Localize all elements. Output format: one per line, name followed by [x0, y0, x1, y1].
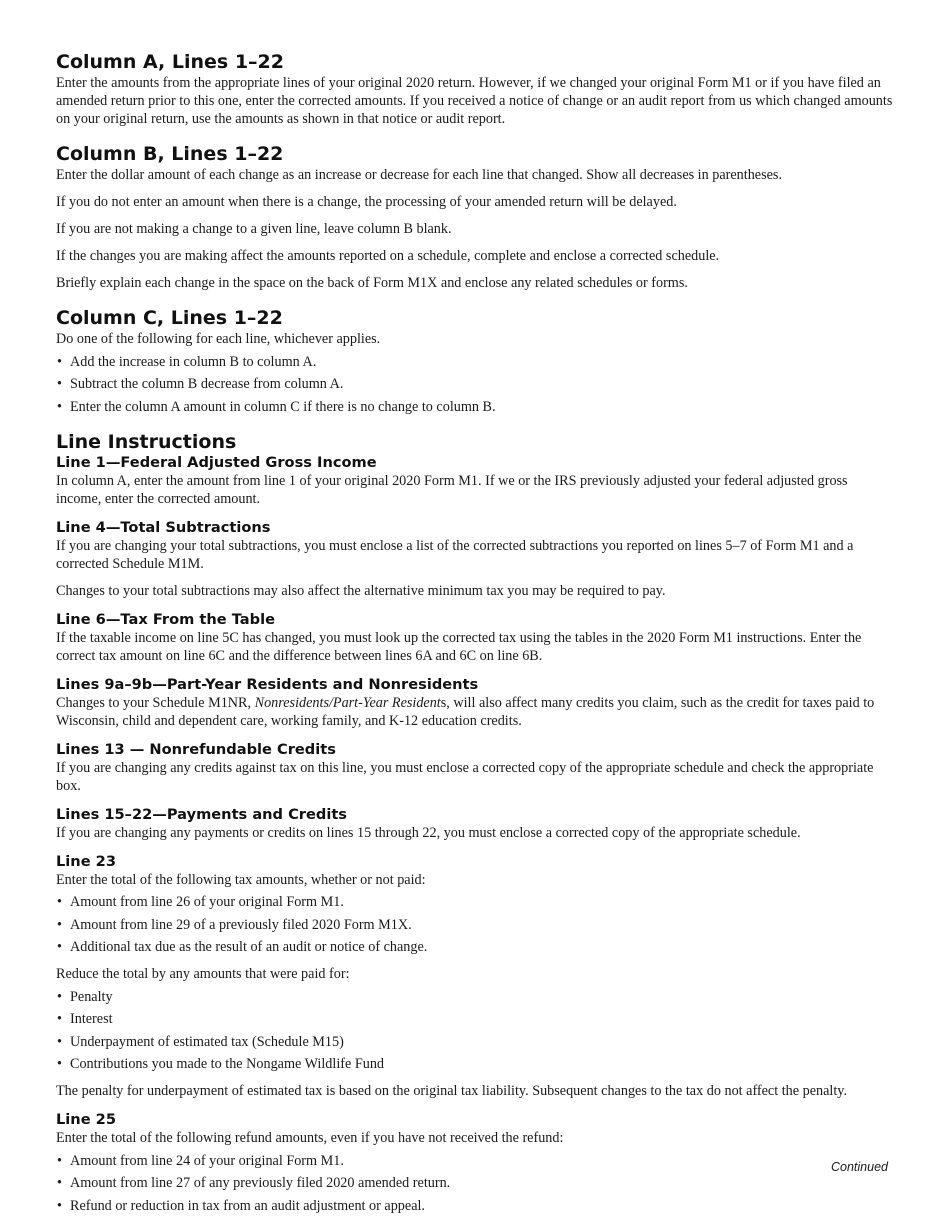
column-b-text-1: Enter the dollar amount of each change as an increase or decrease for each line that changed. Show all decreases in parentheses. [56, 167, 782, 183]
column-c-text: Do one of the following for each line, whichever applies. [56, 331, 381, 347]
line-13-text: If you are changing any credits against tax on this line, you must enclose a corrected copy of the appropriate schedule and check the appropriate box. [56, 759, 874, 794]
column-c-list [56, 353, 896, 416]
line-9-heading: Lines 9a–9b—Part-Year Residents and Nonresidents [56, 675, 479, 693]
column-b-text-4: If the changes you are making affect the amounts reported on a schedule, complete and enclose a corrected schedule. [56, 248, 720, 264]
line-15-heading: Lines 15–22—Payments and Credits [56, 805, 347, 823]
list-item: • Contributions you made to the Nongame Wildlife Fund [56, 1055, 896, 1073]
line-1-text: In column A, enter the amount from line 1 of your original 2020 Form M1. If we or the IRS previously adjusted your federal adjusted gross income, enter the corrected amount. [56, 472, 848, 507]
line-instructions-heading: Line Instructions [56, 430, 237, 453]
column-b-heading: Column B, Lines 1–22 [56, 143, 284, 165]
list-item: • Amount from line 29 of a previously filed 2020 Form M1X. [56, 916, 896, 934]
line-9-text-start: Changes to your Schedule M1NR, [56, 694, 255, 711]
column-b-text-3: If you are not making a change to a given line, leave column B blank. [56, 221, 452, 237]
line-9-text [56, 694, 896, 730]
line-23-text-2: Reduce the total by any amounts that were paid for: [56, 966, 350, 982]
list-item: • Interest [56, 1010, 896, 1028]
column-b-text-5: Briefly explain each change in the space on the back of Form M1X and enclose any related schedules or forms. [56, 275, 688, 291]
line-15-text: If you are changing any payments or credits on lines 15 through 22, you must enclose a corrected copy of the appropriate schedule. [56, 824, 801, 841]
line-4-text-1: If you are changing your total subtractions, you must enclose a list of the corrected subtractions you reported on lines 5–7 of Form M1 and a corrected Schedule M1M. [56, 537, 854, 572]
list-item: • Amount from line 24 of your original Form M1. [56, 1152, 896, 1170]
list-item: • Penalty [56, 988, 896, 1006]
column-c-heading: Column C, Lines 1–22 [56, 307, 283, 329]
continued-label: Continued [831, 1160, 888, 1174]
list-item: • Refund or reduction in tax from an audit adjustment or appeal. [56, 1197, 896, 1215]
list-item: • Amount from line 27 of any previously filed 2020 amended return. [56, 1174, 896, 1192]
list-item: • Underpayment of estimated tax (Schedule M15) [56, 1033, 896, 1051]
column-a-text: Enter the amounts from the appropriate lines of your original 2020 return. However, if we changed your original Form M1 or if you have filed an amended return prior to this one, enter the corrected amounts. If you received a notice of change or an audit report from us which changed amounts on your original return, use the amounts as shown in that notice or audit report. [56, 75, 893, 127]
list-item: • Additional tax due as the result of an audit or notice of change. [56, 938, 896, 956]
line-23-text-1: Enter the total of the following tax amounts, whether or not paid: [56, 871, 426, 888]
schedule-title-italic: Nonresidents/Part-Year Resident [254, 694, 441, 711]
instructions-page [56, 50, 896, 1215]
list-item: • Subtract the column B decrease from column A. [56, 375, 896, 393]
line-4-text-2: Changes to your total subtractions may also affect the alternative minimum tax you may be required to pay. [56, 582, 666, 599]
list-item: • Enter the column A amount in column C if there is no change to column B. [56, 398, 896, 416]
list-item: • Amount from line 26 of your original Form M1. [56, 893, 896, 911]
line-23-list-2 [56, 988, 896, 1074]
line-4-heading: Line 4—Total Subtractions [56, 518, 271, 536]
column-b-text-2: If you do not enter an amount when there is a change, the processing of your amended return will be delayed. [56, 194, 677, 210]
line-23-list-1 [56, 893, 896, 956]
line-25-list [56, 1152, 896, 1215]
line-25-text: Enter the total of the following refund amounts, even if you have not received the refund: [56, 1130, 564, 1146]
line-25-heading: Line 25 [56, 1111, 116, 1128]
line-6-heading: Line 6—Tax From the Table [56, 610, 275, 628]
column-a-heading: Column A, Lines 1–22 [56, 51, 284, 73]
line-1-heading: Line 1—Federal Adjusted Gross Income [56, 453, 377, 471]
line-9-text-end: s, will also affect many credits you claim, such as the credit for taxes paid to Wisconsin, child and dependent care, working family, and K-12 education credits. [56, 694, 875, 729]
line-13-heading: Lines 13 — Nonrefundable Credits [56, 740, 336, 758]
list-item: • Add the increase in column B to column A. [56, 353, 896, 371]
line-23-text-3: The penalty for underpayment of estimated tax is based on the original tax liability. Subsequent changes to the tax do not affect the penalty. [56, 1083, 847, 1099]
line-6-text: If the taxable income on line 5C has changed, you must look up the corrected tax using the tables in the 2020 Form M1 instructions. Enter the correct tax amount on line 6C and the difference between lines 6A and 6C on line 6B. [56, 629, 862, 664]
line-23-heading: Line 23 [56, 852, 116, 870]
